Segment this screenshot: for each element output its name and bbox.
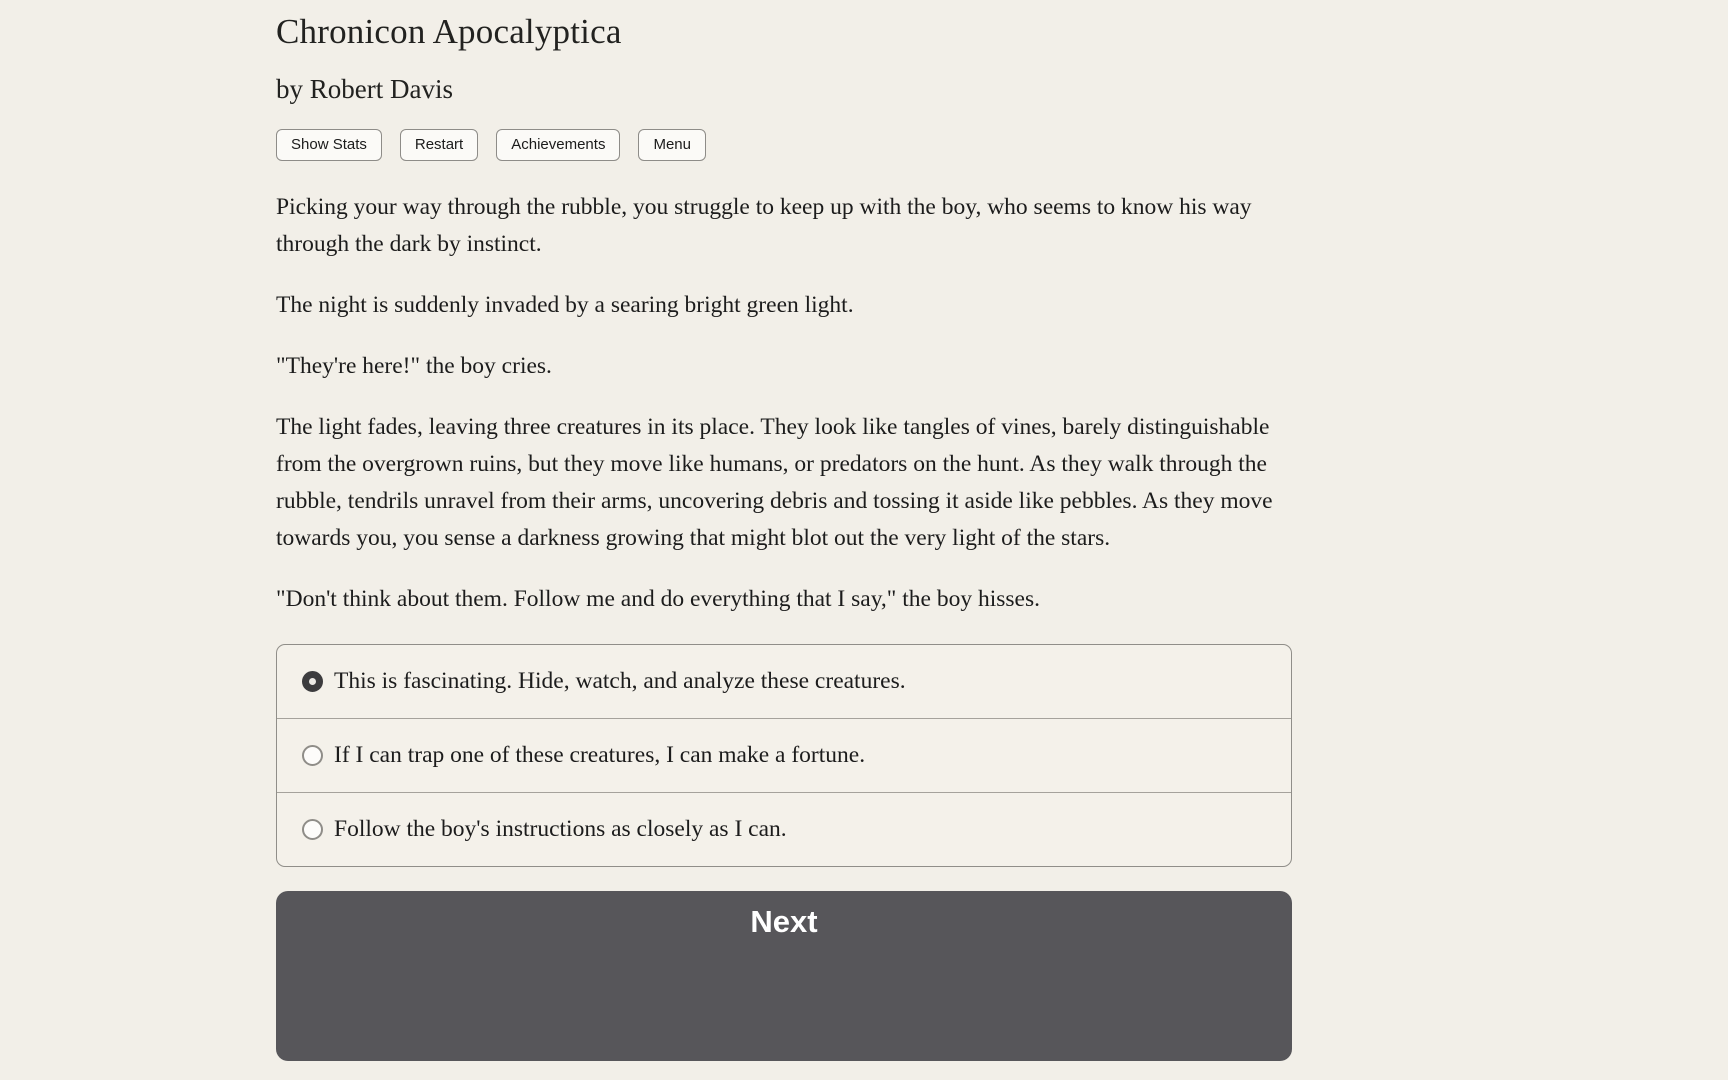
- game-author: by Robert Davis: [276, 74, 453, 104]
- radio-unchecked-icon[interactable]: [302, 745, 323, 766]
- choice-option-analyze[interactable]: [277, 645, 1291, 718]
- choice-label: This is fascinating. Hide, watch, and analyze these creatures.: [334, 668, 906, 694]
- choice-label: Follow the boy's instructions as closely as I can.: [334, 816, 787, 842]
- radio-checked-icon[interactable]: [302, 671, 323, 692]
- restart-button[interactable]: Restart: [400, 129, 478, 161]
- story-paragraph: "They're here!" the boy cries.: [276, 353, 552, 379]
- game-page: [276, 0, 1292, 1061]
- show-stats-button[interactable]: Show Stats: [276, 129, 382, 161]
- story-paragraph: The light fades, leaving three creatures in its place. They look like tangles of vines, barely distinguishable from the overgrown ruins, but they move like humans, or predators on the hunt. As they walk through the rubble, tendrils unravel from their arms, uncovering debris and tossing it aside like pebbles. As they move towards you, you sense a darkness growing that might blot out the very light of the stars.: [276, 414, 1273, 551]
- game-title: Chronicon Apocalyptica: [276, 12, 622, 51]
- choice-option-trap[interactable]: [277, 718, 1291, 792]
- next-button[interactable]: [276, 891, 1292, 1061]
- radio-unchecked-icon[interactable]: [302, 819, 323, 840]
- story-paragraph: Picking your way through the rubble, you struggle to keep up with the boy, who seems to know his way through the dark by instinct.: [276, 194, 1252, 257]
- choice-option-follow[interactable]: [277, 792, 1291, 866]
- menu-button[interactable]: Menu: [638, 129, 706, 161]
- toolbar: [276, 129, 1292, 161]
- achievements-button[interactable]: Achievements: [496, 129, 620, 161]
- next-button-label: Next: [750, 904, 818, 939]
- story-paragraph: "Don't think about them. Follow me and do everything that I say," the boy hisses.: [276, 586, 1041, 612]
- story-paragraph: The night is suddenly invaded by a searing bright green light.: [276, 292, 854, 318]
- choice-label: If I can trap one of these creatures, I can make a fortune.: [334, 742, 866, 768]
- choice-group: [276, 644, 1292, 867]
- story-text: [276, 189, 1292, 618]
